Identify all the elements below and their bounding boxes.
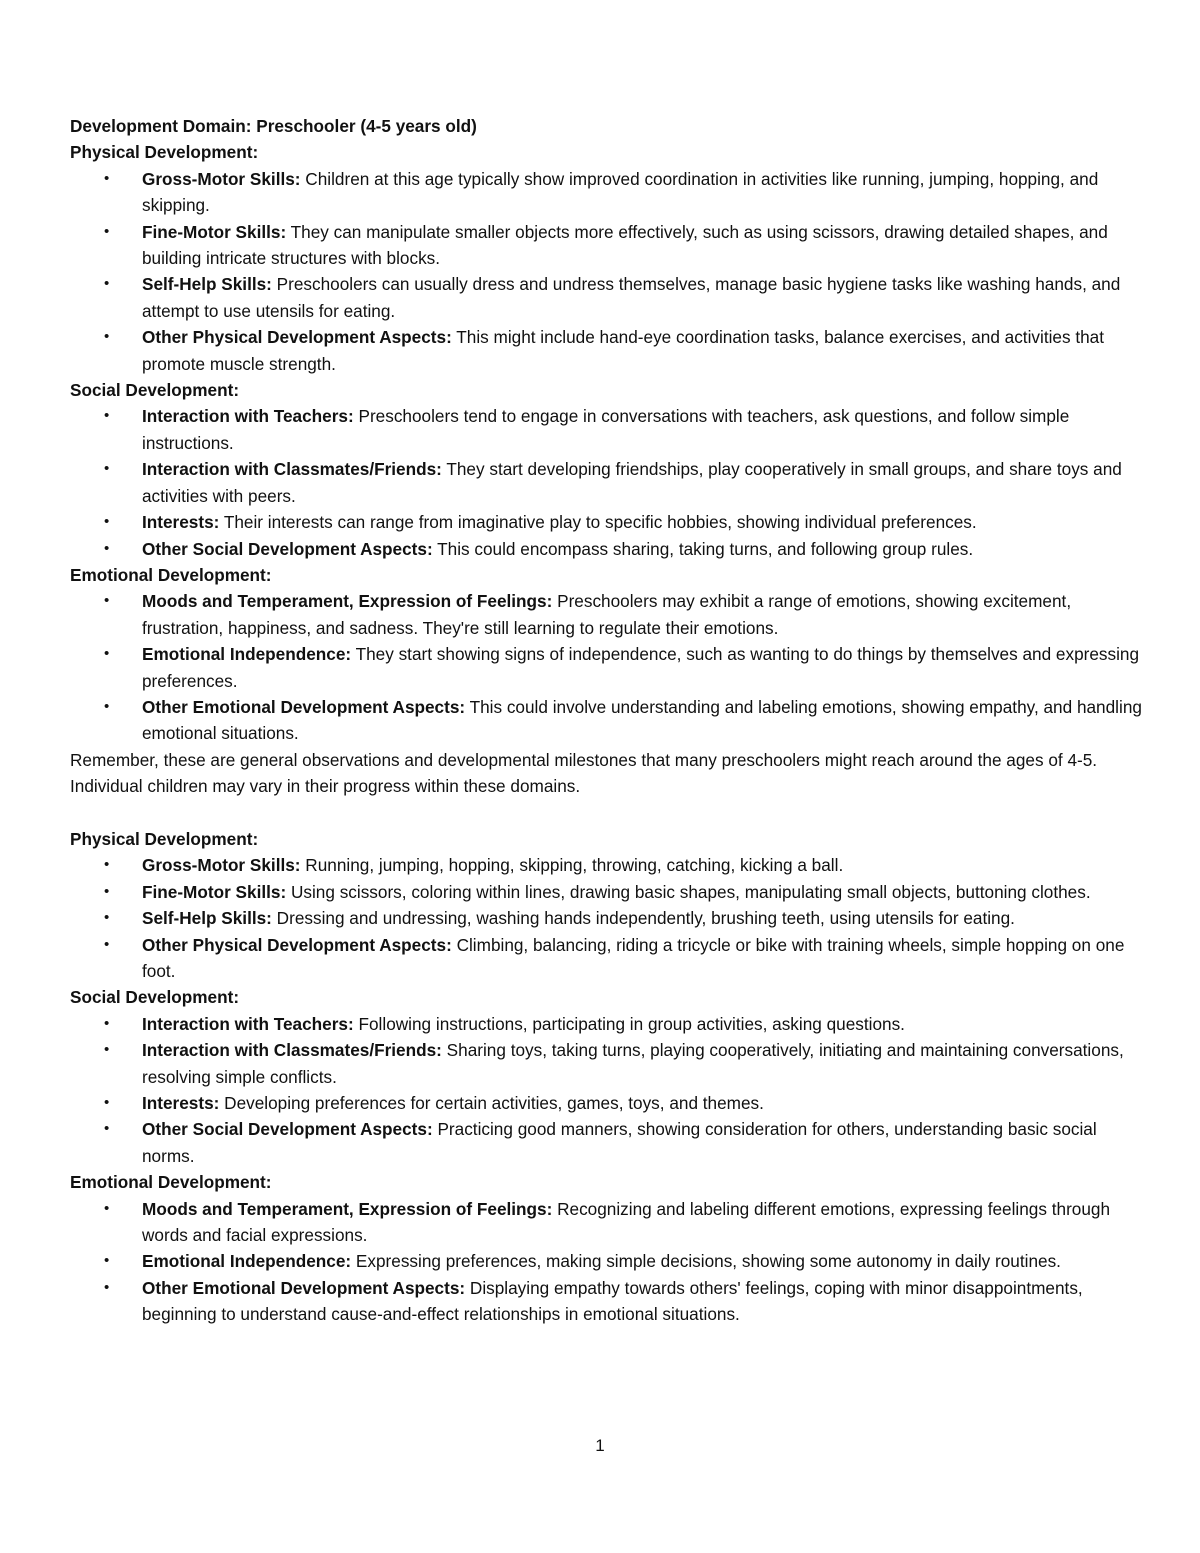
- list-item: [104, 1090, 1145, 1116]
- bullet-list-physical: [70, 852, 1145, 984]
- item-text: Expressing preferences, making simple decisions, showing some autonomy in daily routines.: [351, 1251, 1061, 1272]
- list-item: [104, 1275, 1145, 1328]
- list-item: [104, 324, 1145, 377]
- bullet-icon: •: [104, 935, 110, 953]
- item-text: Preschoolers can usually dress and undress themselves, manage basic hygiene tasks like washing hands, and attempt to use utensils for eating.: [142, 274, 1121, 321]
- bullet-icon: •: [104, 909, 110, 927]
- item-label: Gross-Motor Skills:: [142, 168, 301, 189]
- list-item: [104, 694, 1145, 747]
- item-label: Moods and Temperament, Expression of Feelings:: [142, 591, 553, 612]
- list-item: [104, 536, 1145, 562]
- bullet-icon: •: [104, 697, 110, 715]
- item-text: Their interests can range from imaginative play to specific hobbies, showing individual preferences.: [219, 512, 977, 533]
- item-text: Following instructions, participating in group activities, asking questions.: [353, 1013, 905, 1034]
- list-item: [104, 588, 1145, 641]
- item-label: Interaction with Classmates/Friends:: [142, 1040, 442, 1061]
- bullet-icon: •: [104, 222, 110, 240]
- list-item: [104, 403, 1145, 456]
- item-label: Other Emotional Development Aspects:: [142, 696, 466, 717]
- item-text: This could encompass sharing, taking turns, and following group rules.: [432, 538, 974, 559]
- item-label: Interests:: [142, 512, 220, 533]
- bullet-icon: •: [104, 169, 110, 187]
- bullet-list-emotional: [70, 588, 1145, 746]
- bullet-icon: •: [104, 1041, 110, 1059]
- item-label: Other Emotional Development Aspects:: [142, 1277, 466, 1298]
- item-text: Preschoolers tend to engage in conversations with teachers, ask questions, and follow simple instructions.: [142, 406, 1070, 453]
- item-label: Self-Help Skills:: [142, 274, 272, 295]
- list-item: [104, 1011, 1145, 1037]
- list-item: [104, 166, 1145, 219]
- item-text: This could involve understanding and labeling emotions, showing empathy, and handling emotional situations.: [142, 696, 1142, 744]
- bullet-icon: •: [104, 1278, 110, 1296]
- list-item: [104, 509, 1145, 535]
- list-item: [104, 1037, 1145, 1090]
- item-label: Other Physical Development Aspects:: [142, 934, 452, 955]
- bullet-icon: •: [104, 592, 110, 610]
- remark-paragraph: Remember, these are general observations and developmental milestones that many preschoolers might reach around the ages of 4-5. Individual children may vary in their progress within these domains.: [70, 749, 1098, 797]
- list-item: [104, 456, 1145, 509]
- item-text: Sharing toys, taking turns, playing cooperatively, initiating and maintaining conversations, resolving simple conflicts.: [142, 1040, 1124, 1087]
- bullet-icon: •: [104, 407, 110, 425]
- section-heading-physical: Physical Development:: [70, 828, 259, 849]
- list-item: [104, 1116, 1145, 1169]
- bullet-icon: •: [104, 1199, 110, 1217]
- item-text: Displaying empathy towards others' feelings, coping with minor disappointments, beginning to understand cause-and-effect relationships in emotional situations.: [142, 1277, 1083, 1325]
- bullet-icon: •: [104, 882, 110, 900]
- item-text: Recognizing and labeling different emotions, expressing feelings through words and facial expressions.: [142, 1198, 1111, 1246]
- bullet-icon: •: [104, 856, 110, 874]
- item-text: They start developing friendships, play cooperatively in small groups, and share toys and activities with peers.: [142, 459, 1122, 506]
- item-text: Running, jumping, hopping, skipping, throwing, catching, kicking a ball.: [300, 855, 844, 876]
- bullet-list-social: [70, 403, 1145, 561]
- bullet-list-physical: [70, 166, 1145, 377]
- page-number: 1: [595, 1436, 605, 1455]
- bullet-icon: •: [104, 1120, 110, 1138]
- item-label: Fine-Motor Skills:: [142, 881, 287, 902]
- section-heading-physical: Physical Development:: [70, 142, 259, 163]
- bullet-icon: •: [104, 1014, 110, 1032]
- item-text: They start showing signs of independence, such as wanting to do things by themselves and expressing preferences.: [142, 644, 1140, 691]
- item-label: Gross-Motor Skills:: [142, 855, 301, 876]
- item-text: Practicing good manners, showing consideration for others, understanding basic social norms.: [142, 1119, 1097, 1166]
- item-label: Other Physical Development Aspects:: [142, 327, 452, 348]
- item-label: Other Social Development Aspects:: [142, 538, 433, 559]
- item-text: Children at this age typically show improved coordination in activities like running, jumping, hopping, and skipping.: [142, 168, 1099, 216]
- bullet-icon: •: [104, 645, 110, 663]
- item-text: Climbing, balancing, riding a tricycle or bike with training wheels, simple hopping on one foot.: [142, 934, 1125, 981]
- list-item: [104, 905, 1145, 931]
- list-item: [104, 1248, 1145, 1274]
- section-heading-emotional: Emotional Development:: [70, 1172, 272, 1193]
- item-label: Emotional Independence:: [142, 644, 352, 665]
- item-label: Fine-Motor Skills:: [142, 221, 287, 242]
- section-heading-social: Social Development:: [70, 380, 240, 401]
- item-label: Interests:: [142, 1093, 220, 1114]
- section-heading-emotional: Emotional Development:: [70, 564, 272, 585]
- item-text: Using scissors, coloring within lines, drawing basic shapes, manipulating small objects, buttoning clothes.: [286, 881, 1091, 902]
- list-item: [104, 219, 1145, 272]
- item-label: Interaction with Teachers:: [142, 406, 354, 427]
- bullet-icon: •: [104, 513, 110, 531]
- list-item: [104, 641, 1145, 694]
- item-label: Interaction with Classmates/Friends:: [142, 459, 442, 480]
- bullet-list-emotional: [70, 1196, 1145, 1328]
- item-text: This might include hand-eye coordination tasks, balance exercises, and activities that promote muscle strength.: [142, 327, 1105, 374]
- bullet-icon: •: [104, 539, 110, 557]
- bullet-icon: •: [104, 460, 110, 478]
- item-label: Emotional Independence:: [142, 1251, 352, 1272]
- item-label: Interaction with Teachers:: [142, 1013, 354, 1034]
- item-label: Self-Help Skills:: [142, 908, 272, 929]
- blank-line: [70, 800, 1145, 826]
- bullet-icon: •: [104, 328, 110, 346]
- bullet-icon: •: [104, 1094, 110, 1112]
- document-title: Development Domain: Preschooler (4-5 years old): [70, 116, 477, 136]
- item-text: Dressing and undressing, washing hands independently, brushing teeth, using utensils for eating.: [271, 908, 1015, 929]
- bullet-list-social: [70, 1011, 1145, 1169]
- item-text: Preschoolers may exhibit a range of emotions, showing excitement, frustration, happiness, and sadness. They're still learning to regulate their emotions.: [142, 591, 1072, 638]
- bullet-icon: •: [104, 275, 110, 293]
- item-label: Moods and Temperament, Expression of Feelings:: [142, 1198, 553, 1219]
- section-heading-social: Social Development:: [70, 987, 240, 1008]
- list-item: [104, 1196, 1145, 1249]
- list-item: [104, 932, 1145, 985]
- bullet-icon: •: [104, 1252, 110, 1270]
- item-label: Other Social Development Aspects:: [142, 1119, 433, 1140]
- item-text: They can manipulate smaller objects more effectively, such as using scissors, drawing detailed shapes, and building intricate structures with blocks.: [142, 221, 1108, 269]
- item-text: Developing preferences for certain activities, games, toys, and themes.: [219, 1093, 764, 1114]
- document-page: [70, 113, 1145, 1328]
- list-item: [104, 271, 1145, 324]
- list-item: [104, 852, 1145, 878]
- list-item: [104, 879, 1145, 905]
